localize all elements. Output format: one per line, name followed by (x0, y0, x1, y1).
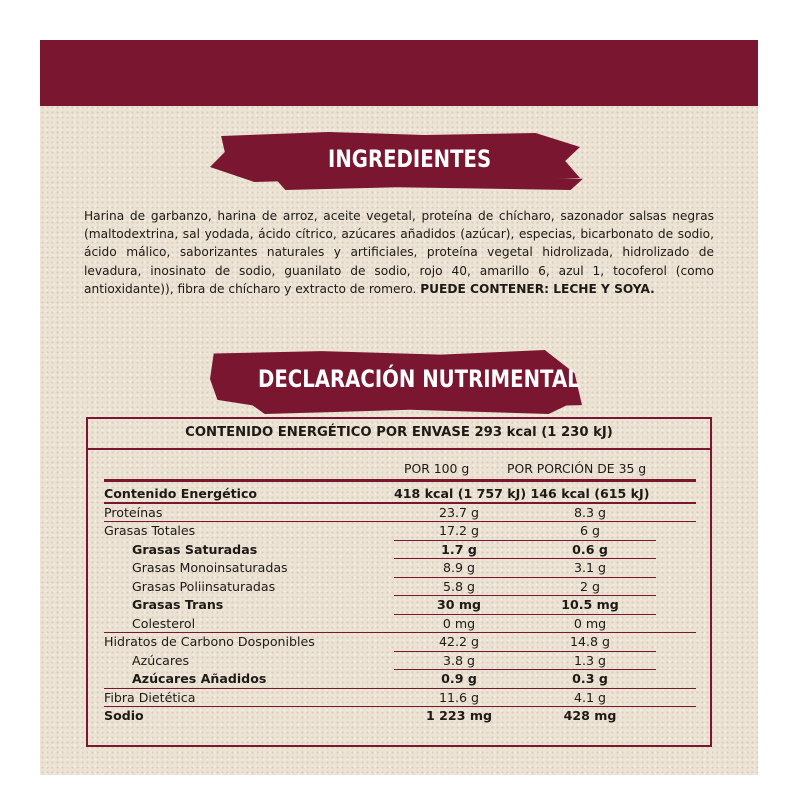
table-row (104, 485, 696, 504)
energy-per-package: CONTENIDO ENERGÉTICO POR ENVASE 293 kcal (1 230 kJ) (185, 425, 613, 440)
nutrient-label: Grasas Trans (132, 597, 224, 612)
nutrition-rows (104, 485, 696, 726)
table-row (104, 652, 696, 671)
value-per100: 3.8 g (442, 652, 476, 668)
nutrient-label: Proteínas (104, 504, 163, 520)
table-row (104, 633, 696, 652)
value-portion: 0.3 g (572, 671, 608, 686)
top-brand-band (40, 40, 758, 106)
nutrient-label: Sodio (104, 708, 144, 723)
column-header-per100: POR 100 g (404, 461, 470, 476)
nutrient-label: Grasas Monoinsaturadas (132, 560, 288, 575)
value-portion: 0.6 g (572, 541, 608, 557)
value-per100: 30 mg (436, 597, 482, 612)
value-per100: 0.9 g (441, 671, 477, 686)
nutrition-panel (40, 40, 758, 775)
nutrient-label: Contenido Energético (104, 486, 258, 501)
value-per100: 8.9 g (442, 560, 476, 575)
value-per100: 1 223 mg (426, 708, 492, 723)
value-per100: 23.7 g (438, 504, 480, 520)
ingredients-text: Harina de garbanzo, harina de arroz, aceite vegetal, proteína de chícharo, sazonador salsas negras (maltodextrina, sal yodada, ácido cítrico, azúcares añadidos (azúcar), especias, bicarbonato de sodio, ácido málico, saborizantes naturales y artificiales, proteína vegetal hidrolizada, hidrolizado de levadura, inosinato de sodio, guanilato de sodio, rojo 40, amarillo 6, azul 1, tocoferol (como antioxidante)), fibra de chícharo y extracto de romero. (84, 209, 714, 296)
nutrition-table (86, 417, 712, 747)
nutrition-heading: DECLARACIÓN NUTRIMENTAL (258, 365, 580, 393)
table-row (104, 615, 696, 634)
nutrient-label: Grasas Saturadas (132, 541, 258, 557)
table-row (104, 689, 696, 708)
value-per100: 5.8 g (442, 578, 476, 594)
table-row (104, 504, 696, 523)
nutrient-label: Grasas Totales (104, 523, 196, 538)
nutrient-label: Azúcares Añadidos (132, 671, 267, 686)
table-row (104, 707, 696, 726)
nutrient-label: Colesterol (132, 615, 196, 631)
table-row (104, 522, 696, 541)
value-portion: 6 g (579, 523, 600, 538)
value-per100: 0 mg (442, 615, 476, 631)
ingredients-list (84, 207, 714, 298)
value-per100: 418 kcal (1 757 kJ) (394, 486, 527, 501)
value-portion: 14.8 g (569, 634, 611, 649)
ingredients-heading: INGREDIENTES (328, 145, 492, 173)
table-row (104, 541, 696, 560)
table-row (104, 559, 696, 578)
value-per100: 11.6 g (438, 689, 480, 705)
table-row (104, 670, 696, 689)
value-portion: 4.1 g (573, 689, 607, 705)
nutrition-brush-stroke (245, 400, 575, 414)
value-portion: 8.3 g (573, 504, 607, 520)
value-portion: 0 mg (573, 615, 607, 631)
table-row (104, 578, 696, 597)
allergen-warning: PUEDE CONTENER: LECHE Y SOYA. (420, 281, 655, 296)
header-divider (104, 479, 696, 482)
value-portion: 2 g (579, 578, 600, 594)
value-portion: 428 mg (563, 708, 617, 723)
value-per100: 1.7 g (441, 541, 477, 557)
value-portion: 146 kcal (615 kJ) (530, 486, 650, 501)
value-per100: 42.2 g (438, 634, 480, 649)
value-portion: 1.3 g (573, 652, 607, 668)
value-portion: 3.1 g (573, 560, 607, 575)
value-portion: 10.5 mg (561, 597, 619, 612)
table-row (104, 596, 696, 615)
title-divider (88, 448, 710, 450)
value-per100: 17.2 g (438, 523, 480, 538)
column-header-portion: POR PORCIÓN DE 35 g (507, 461, 647, 476)
nutrient-label: Azúcares (132, 652, 190, 668)
nutrient-label: Hidratos de Carbono Dosponibles (104, 634, 315, 649)
nutrient-label: Fibra Dietética (104, 689, 196, 705)
nutrient-label: Grasas Poliinsaturadas (132, 578, 276, 594)
